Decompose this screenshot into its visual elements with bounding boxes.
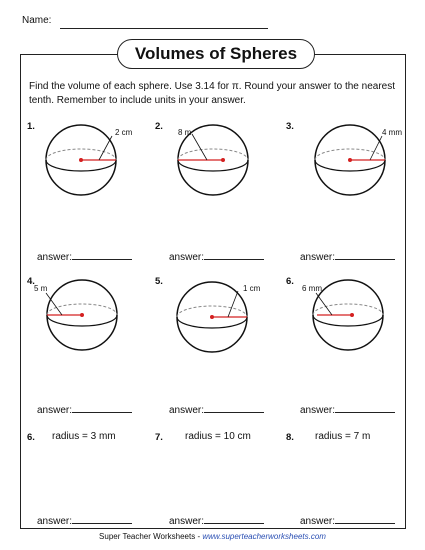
- problem-number: 2.: [155, 121, 163, 132]
- problem-number: 1.: [27, 121, 35, 132]
- answer-field[interactable]: [300, 249, 395, 263]
- radius-label: 1 cm: [243, 284, 261, 293]
- name-blank[interactable]: [60, 28, 268, 29]
- answer-field[interactable]: [37, 249, 132, 263]
- footer: [0, 532, 425, 541]
- answer-field[interactable]: [300, 513, 395, 527]
- footer-text: Super Teacher Worksheets -: [99, 532, 203, 541]
- answer-label: answer:: [300, 252, 336, 263]
- radius-text: radius = 3 mm: [52, 431, 116, 442]
- answer-field[interactable]: [37, 402, 132, 416]
- instructions: Find the volume of each sphere. Use 3.14 for π. Round your answer to the nearest tenth. Remember to include units in your answer.: [29, 81, 395, 106]
- radius-label: 5 m: [34, 284, 48, 293]
- radius-label: 8 m: [178, 128, 192, 137]
- answer-label: answer:: [37, 252, 73, 263]
- title-box: [117, 39, 315, 69]
- answer-label: answer:: [37, 516, 73, 527]
- answer-label: answer:: [300, 405, 336, 416]
- problem-number: 3.: [286, 121, 294, 132]
- footer-link[interactable]: www.superteacherworksheets.com: [202, 532, 326, 541]
- page-title: Volumes of Spheres: [134, 44, 298, 63]
- problem-number: 4.: [27, 276, 35, 287]
- sphere-diagram: [40, 273, 130, 357]
- radius-label: 2 cm: [115, 128, 133, 137]
- radius-label: 6 mm: [302, 284, 322, 293]
- name-label: Name:: [22, 15, 52, 26]
- answer-field[interactable]: [37, 513, 132, 527]
- answer-label: answer:: [169, 516, 205, 527]
- radius-label: 4 mm: [382, 128, 402, 137]
- problem-number: 6.: [286, 276, 294, 287]
- answer-field[interactable]: [300, 402, 395, 416]
- problem-number: 7.: [155, 432, 163, 443]
- problem-number: 8.: [286, 432, 294, 443]
- problem-number: 6.: [27, 432, 35, 443]
- answer-label: answer:: [169, 252, 205, 263]
- radius-text: radius = 7 m: [315, 431, 371, 442]
- answer-label: answer:: [37, 405, 73, 416]
- answer-field[interactable]: [169, 402, 264, 416]
- answer-field[interactable]: [169, 513, 264, 527]
- answer-field[interactable]: [169, 249, 264, 263]
- problem-number: 5.: [155, 276, 163, 287]
- answer-label: answer:: [300, 516, 336, 527]
- answer-label: answer:: [169, 405, 205, 416]
- radius-text: radius = 10 cm: [185, 431, 251, 442]
